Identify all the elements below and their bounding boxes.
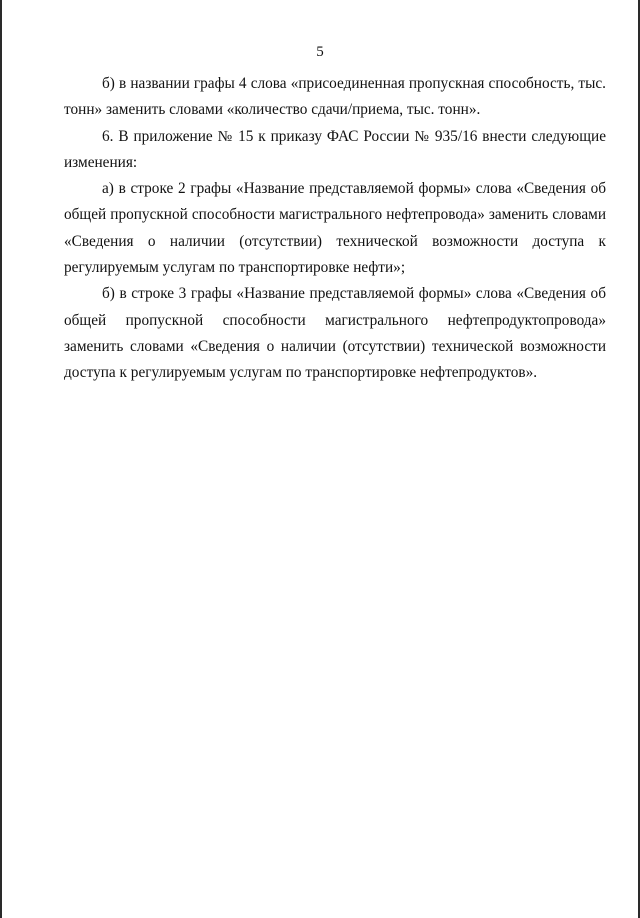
paragraph-a-row-2: а) в строке 2 графы «Название представляемой формы» слова «Сведения об общей пропускной способности магистрального нефтепровода» заменить словами «Сведения о наличии (отсутствии) технической возможности доступа к регулируемым услугам по транспортировке нефти»; [64,180,606,277]
paragraph-b-column-4: б) в названии графы 4 слова «присоединенная пропускная способность, тыс. тонн» заменить словами «количество сдачи/приема, тыс. тонн». [64,75,606,119]
document-body [64,71,606,387]
paragraph-item-6: 6. В приложение № 15 к приказу ФАС России № 935/16 внести следующие изменения: [64,127,606,171]
paragraph-b-row-3: б) в строке 3 графы «Название представляемой формы» слова «Сведения об общей пропускной способности магистрального нефтепродуктопровода» заменить словами «Сведения о наличии (отсутствии) технической возможности доступа к регулируемым услугам по транспортировке нефтепродуктов». [64,285,606,382]
page-number: 5 [316,44,324,60]
